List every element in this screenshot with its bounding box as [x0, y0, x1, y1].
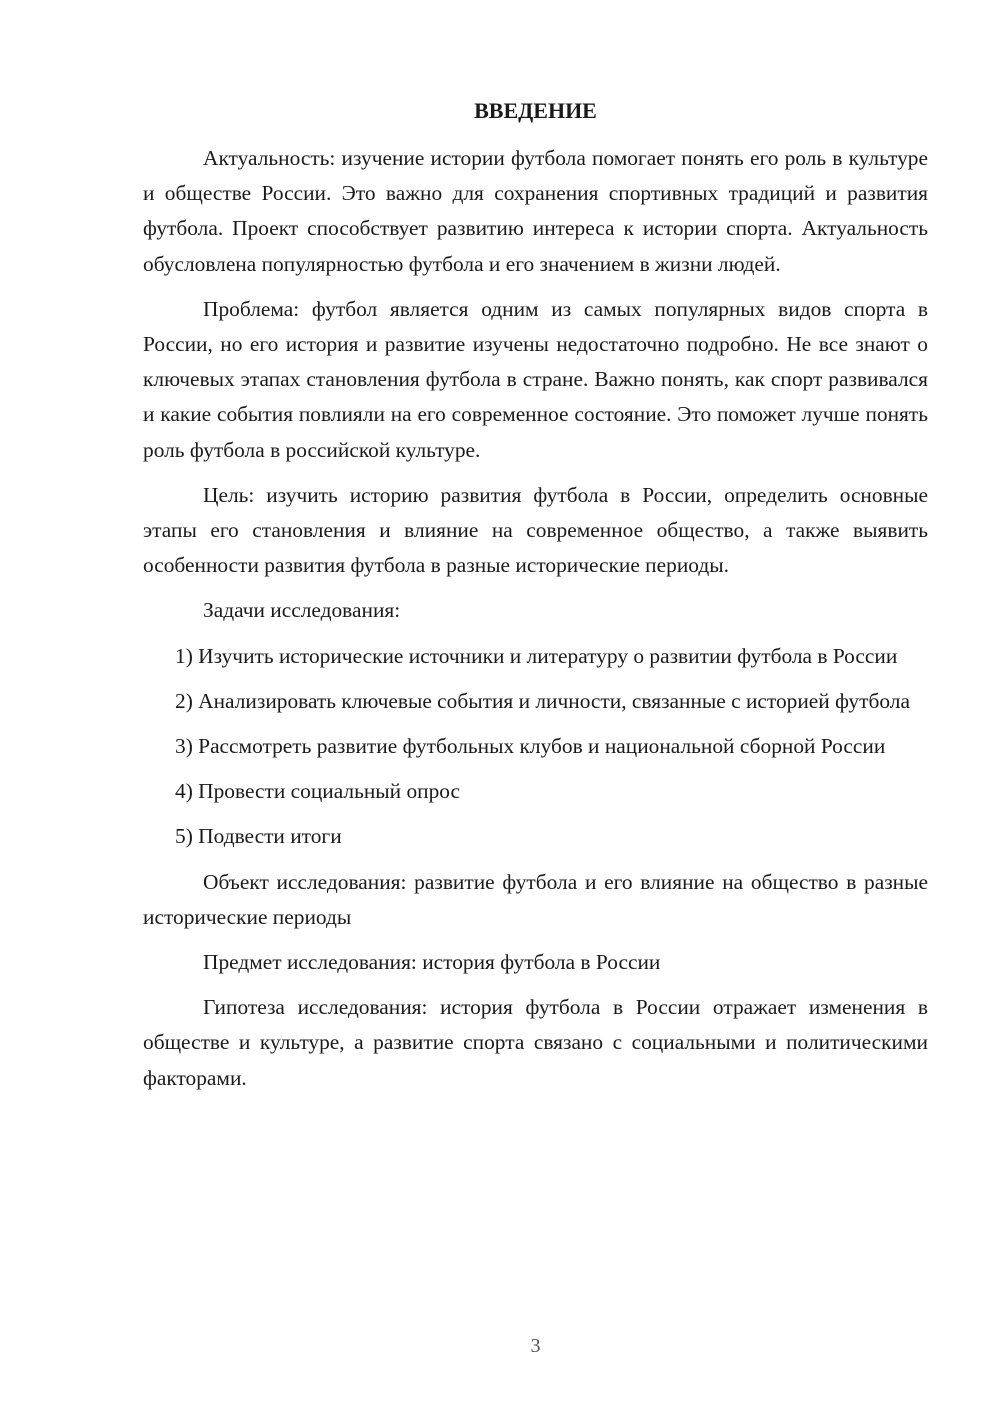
task-item-4: 4) Провести социальный опрос	[175, 779, 461, 804]
relevance-paragraph: Актуальность: изучение истории футбола помогает понять его роль в культуре и обществе России. Это важно для сохранения спортивных традиций и развития футбола. Проект способствует развитию интереса к истории спорта. Актуальность обусловлена популярностью футбола и его значением в жизни людей.	[143, 146, 928, 276]
page-number: 3	[530, 1335, 541, 1357]
object-paragraph: Объект исследования: развитие футбола и его влияние на общество в разные исторические периоды	[143, 869, 928, 929]
hypothesis-paragraph: Гипотеза исследования: история футбола в России отражает изменения в обществе и культуре, а развитие спорта связано с социальными и политическими факторами.	[143, 995, 928, 1090]
task-item-5: 5) Подвести итоги	[175, 824, 342, 849]
section-heading: ВВЕДЕНИЕ	[474, 98, 597, 123]
document-page	[143, 0, 928, 1414]
tasks-intro: Задачи исследования:	[203, 598, 401, 623]
subject-paragraph: Предмет исследования: история футбола в России	[203, 950, 661, 975]
task-item-3: 3) Рассмотреть развитие футбольных клубов и национальной сборной России	[175, 734, 886, 759]
task-item-2: 2) Анализировать ключевые события и личности, связанные с историей футбола	[175, 688, 910, 713]
document-body	[143, 141, 928, 1106]
problem-paragraph: Проблема: футбол является одним из самых популярных видов спорта в России, но его история и развитие изучены недостаточно подробно. Не все знают о ключевых этапах становления футбола в стране. Важно понять, как спорт развивался и какие события повлияли на его современное состояние. Это поможет лучше понять роль футбола в российской культуре.	[143, 296, 928, 462]
task-item-1: 1) Изучить исторические источники и литературу о развитии футбола в России	[175, 643, 898, 668]
goal-paragraph: Цель: изучить историю развития футбола в России, определить основные этапы его становления и влияние на современное общество, а также выявить особенности развития футбола в разные исторические периоды.	[143, 482, 928, 578]
